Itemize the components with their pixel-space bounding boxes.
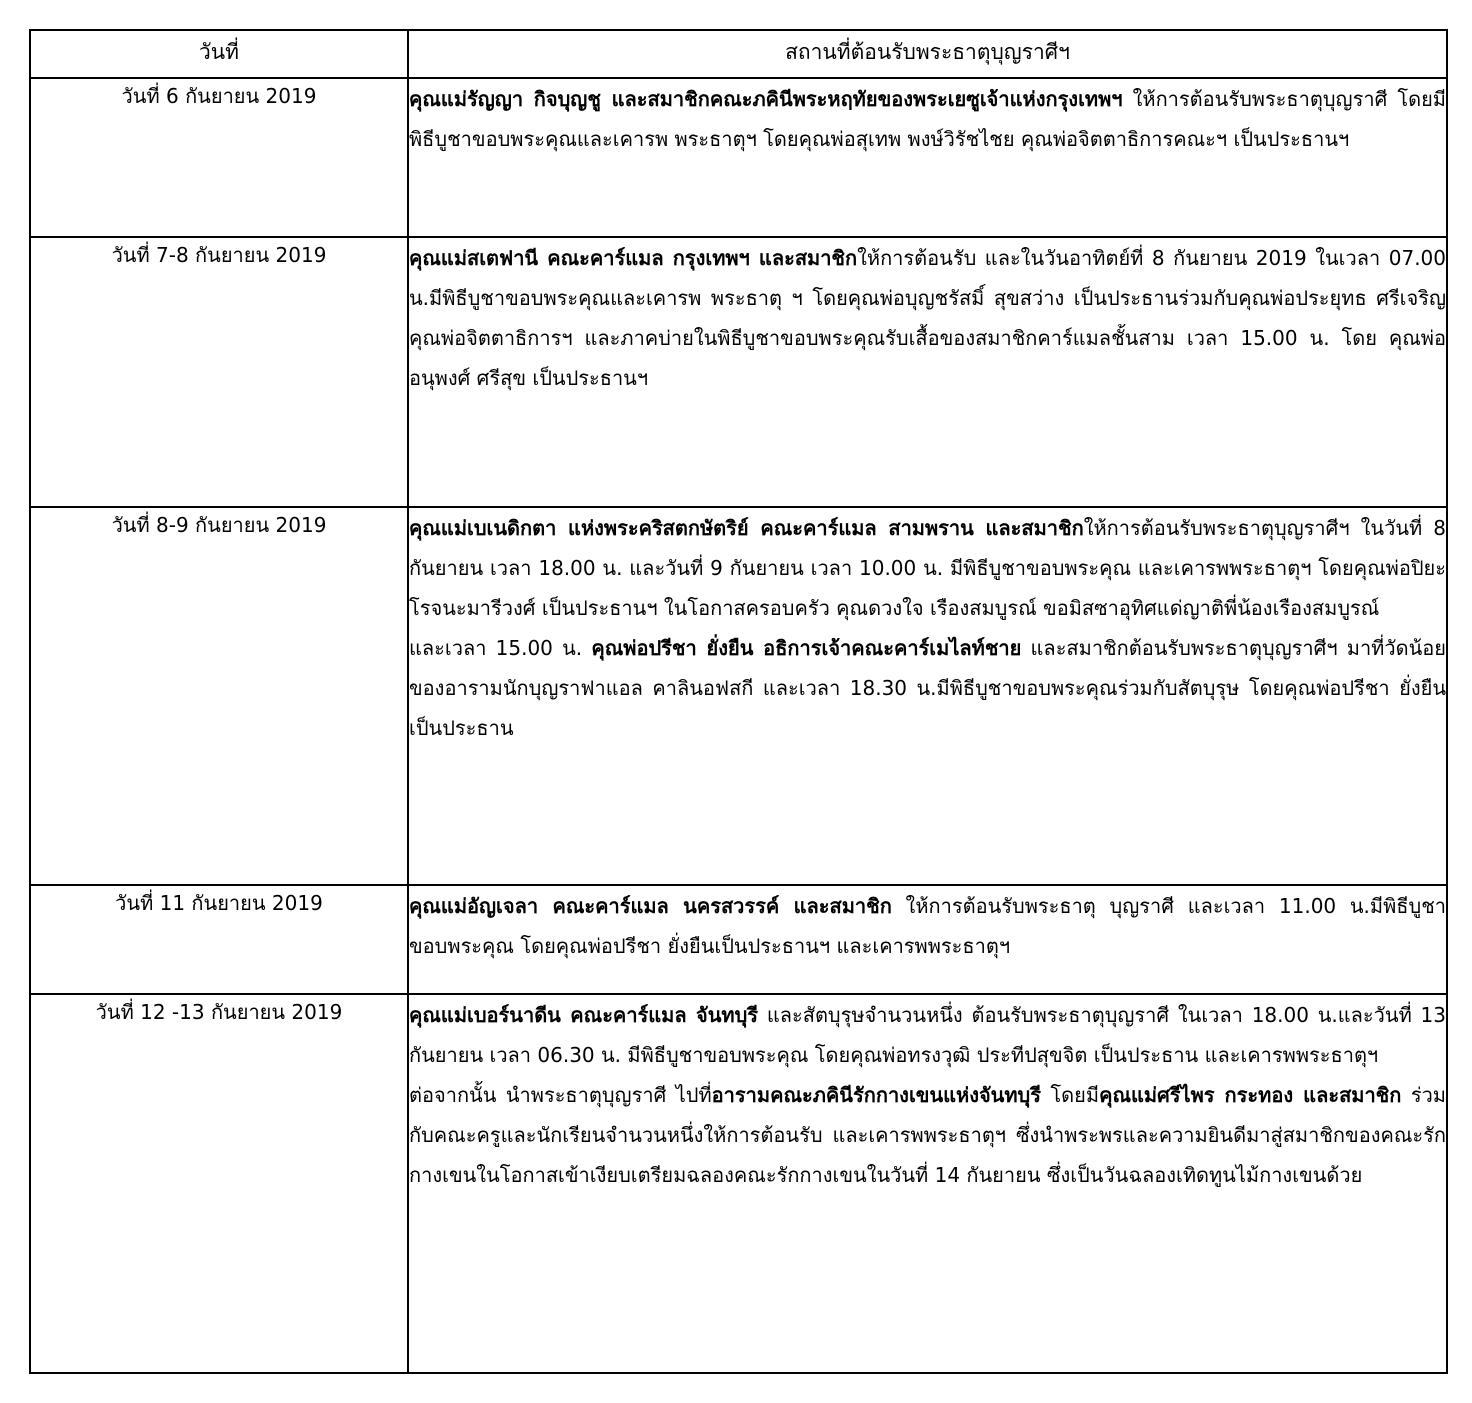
body-text: และสมาชิกต้อนรับพระธาตุบุญราศีฯ มาที่วัดน้อยของอารามนักบุญราฟาแอล คาลินอฟสกี และเวลา 18.30 น.มีพิธีบูชาขอบพระคุณร่วมกับสัตบุรุษ โดยคุณพ่อปรีชา ยั่งยืนเป็นประธาน <box>409 636 1446 740</box>
table-row <box>30 507 1447 885</box>
row-place <box>408 78 1447 237</box>
bold-text: คุณแม่เบอร์นาดีน คณะคาร์แมล จันทบุรี <box>409 1003 759 1027</box>
row-paragraph <box>409 628 1446 748</box>
bold-text: คุณแม่อัญเจลา คณะคาร์แมล นครสวรรค์ และสมาชิก <box>409 894 892 918</box>
row-date: วันที่ 7-8 กันยายน 2019 <box>30 237 408 507</box>
row-paragraph <box>409 886 1446 966</box>
body-text: ให้การต้อนรับพระธาตุบุญราศี โดยมีพิธีบูชาขอบพระคุณและเคารพ พระธาตุฯ โดยคุณพ่อสุเทพ พงษ์วิรัชไชย คุณพ่อจิตตาธิการคณะฯ เป็นประธานฯ <box>409 87 1446 151</box>
table-row <box>30 78 1447 237</box>
bold-text: คุณแม่สเตฟานี คณะคาร์แมล กรุงเทพฯ และสมาชิก <box>409 246 858 270</box>
row-place <box>408 994 1447 1373</box>
row-paragraph <box>409 79 1446 159</box>
body-text: โดยมี <box>1040 1083 1100 1107</box>
body-text: ให้การต้อนรับพระธาตุ บุญราศี และเวลา 11.00 น.มีพิธีบูชาขอบพระคุณ โดยคุณพ่อปรีชา ยั่งยืนเป็นประธานฯ และเคารพพระธาตุฯ <box>409 894 1446 958</box>
row-place <box>408 507 1447 885</box>
row-date: วันที่ 6 กันยายน 2019 <box>30 78 408 237</box>
row-paragraph <box>409 995 1446 1075</box>
body-text: ร่วมกับคณะครูและนักเรียนจำนวนหนึ่งให้การต้อนรับ และเคารพพระธาตุฯ ซึ่งนำพระพรและความยินดีมาสู่สมาชิกของคณะรักกางเขนในโอกาสเข้าเงียบเตรียมฉลองคณะรักกางเขนในวันที่ 14 กันยายน ซึ่งเป็นวันฉลองเทิดทูนไม้กางเขนด้วย <box>409 1083 1446 1187</box>
body-text: ให้การต้อนรับพระธาตุบุญราศีฯ ในวันที่ 8 กันยายน เวลา 18.00 น. และวันที่ 9 กันยายน เวลา 10.00 น. มีพิธีบูชาขอบพระคุณ และเคารพพระธาตุฯ โดยคุณพ่อปิยะ โรจนะมารีวงศ์ เป็นประธานฯ ในโอกาสครอบครัว คุณดวงใจ เรืองสมบูรณ์ ขอมิสซาอุทิศแด่ญาติพี่น้องเรืองสมบูรณ์ <box>409 516 1446 620</box>
bold-text: คุณแม่เบเนดิกตา แห่งพระคริสตกษัตริย์ คณะคาร์แมล สามพราน และสมาชิก <box>409 516 1084 540</box>
bold-text: อารามคณะภคินีรักกางเขนแห่งจันทบุรี <box>711 1083 1041 1107</box>
row-paragraph <box>409 508 1446 628</box>
body-text: และเวลา 15.00 น. <box>409 636 592 660</box>
bold-text: คุณพ่อปรีชา ยั่งยืน อธิการเจ้าคณะคาร์เมไลท์ชาย <box>591 636 1022 660</box>
body-text: ต่อจากนั้น นำพระธาตุบุญราศี ไปที่ <box>409 1083 712 1107</box>
row-paragraph <box>409 1075 1446 1195</box>
table-row <box>30 885 1447 994</box>
header-place: สถานที่ต้อนรับพระธาตุบุญราศีฯ <box>408 30 1447 78</box>
row-date: วันที่ 8-9 กันยายน 2019 <box>30 507 408 885</box>
bold-text: คุณแม่รัญญา กิจบุญชู และสมาชิกคณะภคินีพระหฤทัยของพระเยซูเจ้าแห่งกรุงเทพฯ <box>409 87 1123 111</box>
table-row <box>30 994 1447 1373</box>
header-date: วันที่ <box>30 30 408 78</box>
schedule-table <box>29 29 1448 1374</box>
body-text: ให้การต้อนรับ และในวันอาทิตย์ที่ 8 กันยายน 2019 ในเวลา 07.00 น.มีพิธีบูชาขอบพระคุณและเคารพ พระธาตุ ฯ โดยคุณพ่อบุญชรัสมิ์ สุขสว่าง เป็นประธานร่วมกับคุณพ่อประยุทธ ศรีเจริญ คุณพ่อจิตตาธิการฯ และภาคบ่ายในพิธีบูชาขอบพระคุณรับเสื้อของสมาชิกคาร์แมลชั้นสาม เวลา 15.00 น. โดย คุณพ่ออนุพงศ์ ศรีสุข เป็นประธานฯ <box>409 246 1446 390</box>
bold-text: คุณแม่ศรีไพร กระทอง และสมาชิก <box>1099 1083 1402 1107</box>
body-text: และสัตบุรุษจำนวนหนึ่ง ต้อนรับพระธาตุบุญราศี ในเวลา 18.00 น.และวันที่ 13 กันยายน เวลา 06.30 น. มีพิธีบูชาขอบพระคุณ โดยคุณพ่อทรงวุฒิ ประทีปสุขจิต เป็นประธาน และเคารพพระธาตุฯ <box>409 1003 1446 1067</box>
table-row <box>30 237 1447 507</box>
row-place <box>408 237 1447 507</box>
header-row <box>30 30 1447 78</box>
row-date: วันที่ 11 กันยายน 2019 <box>30 885 408 994</box>
row-date: วันที่ 12 -13 กันยายน 2019 <box>30 994 408 1373</box>
row-paragraph <box>409 238 1446 398</box>
row-place <box>408 885 1447 994</box>
